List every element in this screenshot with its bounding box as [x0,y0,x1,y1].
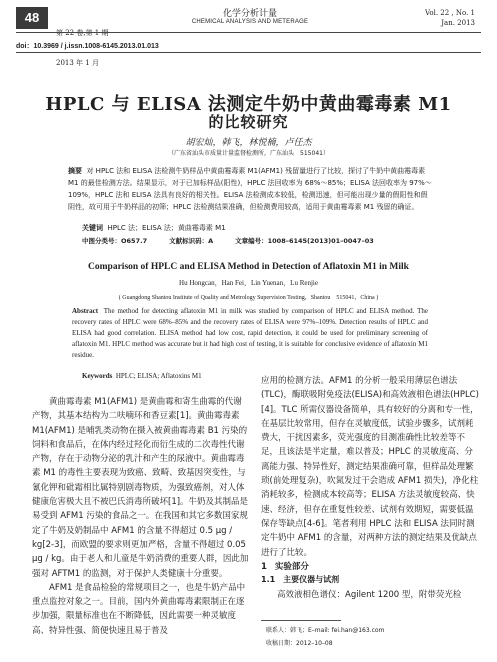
abstract-cn-label: 摘要 [68,167,82,175]
section-1-1-heading [261,574,347,585]
body-left-column [32,395,250,638]
body-paragraph-2: AFM1 是食品检验的常规项目之一，也是牛奶产品中重点监控对象之一。目前，国内外黄曲霉毒素限制正在逐步加强，限量标准也在不断降低，因此需要一种灵敏度高、特异性强、简便快速且易于普及 [32,582,246,636]
article-number: 文章编号：1008–6145(2013)01–0047–03 [235,237,374,245]
section-1-heading [261,560,317,572]
footnote-contact: 联系人：韩飞；E–mail: fei.han@163.com [266,627,385,634]
section-1-1-title: 主要仪器与试剂 [283,575,340,584]
volume-info [425,8,475,28]
doi: doi：10.3969 / j.issn.1008-6145.2013.01.013 [16,43,159,50]
footnote-rule [261,620,341,621]
body-right-column: 应用的检测方法。AFM1 的分析一般采用薄层色谱法(TLC)，酶联吸附免疫法(ELISA)和高效液相色谱法(HPLC)[4]。TLC 所需仪器设备简单，具有较好的分离和专一性，在基层比较常用，但存在灵敏度低，试验步骤多，试剂耗费大，干扰因素多，荧光强度的目测准确性比较差等不足，且该法是半定量，难以普及；HPLC 的灵敏度高、分离能力强、特异性好，测定结果准确可靠，但样品处理繁琐(前处理复杂)，吹氮发过干会造成 AFM1 损失)，净化柱消耗较多，检测成本较高等；ELISA 方法灵敏度较高、快速、经济，但存在重复性较差、试剂有效期短，需要低温保存等缺点[4-6]。笔者利用 HPLC 法和 ELISA 法同时测定牛奶中 AFM1 的含量，对两种方法的测定结果及优缺点进行了比较。 [261,376,479,558]
journal-name-en: CHEMICAL ANALYSIS AND METERAGE [191,19,309,25]
issue-line-1: 第 22 卷,第 1 期 [56,29,109,37]
footnote-received: 收稿日期：2012–10–08 [266,640,333,647]
doi-rule [16,52,481,53]
keywords-cn-text: HPLC 法；ELISA 法；黄曲霉毒素 M1 [107,224,226,232]
section-1-number: 1 [261,562,267,572]
paper-title-line-1: HPLC 与 ELISA 法测定牛奶中黄曲霉毒素 M1 [45,94,452,115]
footnote [266,624,384,650]
keywords-cn-label: 关键词 [82,224,103,232]
keywords-en-label: Keywords [82,372,113,380]
issue-line-2: 2013 年 1 月 [56,59,99,67]
abstract-en [72,306,428,361]
journal-name-cn: 化学分析计量 [222,9,277,19]
classification-line [82,236,396,245]
english-authors: Hu Hongcan，Han Fei，Lin Yuenan，Lu Renjie [179,279,318,287]
keywords-cn [82,223,226,233]
keywords-en-text: HPLC; ELISA; Aflatoxins M1 [115,372,202,380]
issue-date: Jan. 2013 [441,19,475,27]
abstract-en-text: The method for detecting aflatoxin M1 in milk was studied by comparison of HPLC and ELISA method. The recovery rates of HPLC were 68%–85% and the recovery rates of ELISA were 97%–109%. Detection results of HPLC and ELISA had good correlation. ELISA method had low cost, rapid detection, it could be used for preliminary screening of aflatoxin M1. HPLC method was accurate but it had high cost of testing, it is suitable for conclusive evidence of aflatoxin M1 residue. [72,307,429,359]
body-paragraph-1: 黄曲霉毒素 M1(AFM1) 是黄曲霉和寄生曲霉的代谢产物，其基本结构为二呋喃环和香豆素[1]。黄曲霉毒素 M1(AFM1) 是哺乳类动物在摄入被黄曲霉毒素 B1 污染的饲料和食品后，在体内经过羟化而衍生成的二次毒性代谢产物，存在于动物分泌的乳汁和产生的尿液中。黄曲霉毒素 M1 的毒性主要表现为致癌、致畸、致基因突变性，与氰化钾和砒霜相比属特别剧毒物质，为强致癌剂，对人体健康危害极大且不被巴氏消毒所破坏[1]。牛奶及其制品是易受到 AFM1 污染的食品之一。在我国和其它多数国家规定了牛奶及奶制品中 AFM1 的含量不得超过 0.5 μg / kg[2-3]，而欧盟的要求则更加严格，含量不得超过 0.05 μg / kg。由于老人和儿童是牛奶消费的重要人群，因此加强对 AFTM1 的监测，对于保护人类健康十分重要。 [32,397,249,579]
abstract-en-label: Abstract [72,307,99,315]
keywords-en [82,372,202,380]
page-number: 48 [16,7,48,29]
document-code: 文献标识码：A [169,237,214,245]
affiliation: （广东省汕头市质量计量监督检测所，广东汕头 515041） [168,150,329,157]
abstract-cn-text: 对 HPLC 法和 ELISA 法检测牛奶样品中黄曲霉毒素 M1(AFM1) 残留量进行了比较，探讨了牛奶中黄曲霉毒素 M1 的最佳检测方法。结果显示，对于已加标样品(阳性)，HPLC 法回收率为 68%～85%；ELISA 法回收率为 97%～109%，HPLC 法和 ELISA 法具有良好的相关性。ELISA 法检测成本较低，检测迅速，但可能出现少量的假阳性和假阴性，故可用于牛奶样品的初筛；HPLC 法检测结果准确，但检测费用较高，适用于黄曲霉毒素 M1 残留的确证。 [68,167,432,211]
authors: 胡宏灿，韩飞，林悦楠，卢任杰 [185,138,312,148]
instrument-paragraph: 高效液相色谱仪：Agilent 1200 型，附带荧光检 [277,590,462,600]
english-title: Comparison of HPLC and ELISA Method in Detection of Aflatoxin M1 in Milk [88,262,409,272]
section-1-title: 实验部分 [274,562,309,572]
abstract-cn [68,165,434,213]
header-rule [16,32,481,33]
volume: Vol. 22 , No. 1 [424,9,475,17]
english-affiliation: ( Guangdong Shantou Institute of Quality and Metrology Supervision Testing，Shantou 515041，China ) [118,295,379,301]
journal-name [180,6,320,25]
section-1-1-number: 1.1 [261,575,276,584]
clc-number: 中图分类号：O657.7 [82,237,148,245]
paper-title-line-2: 的比较研究 [208,113,289,131]
